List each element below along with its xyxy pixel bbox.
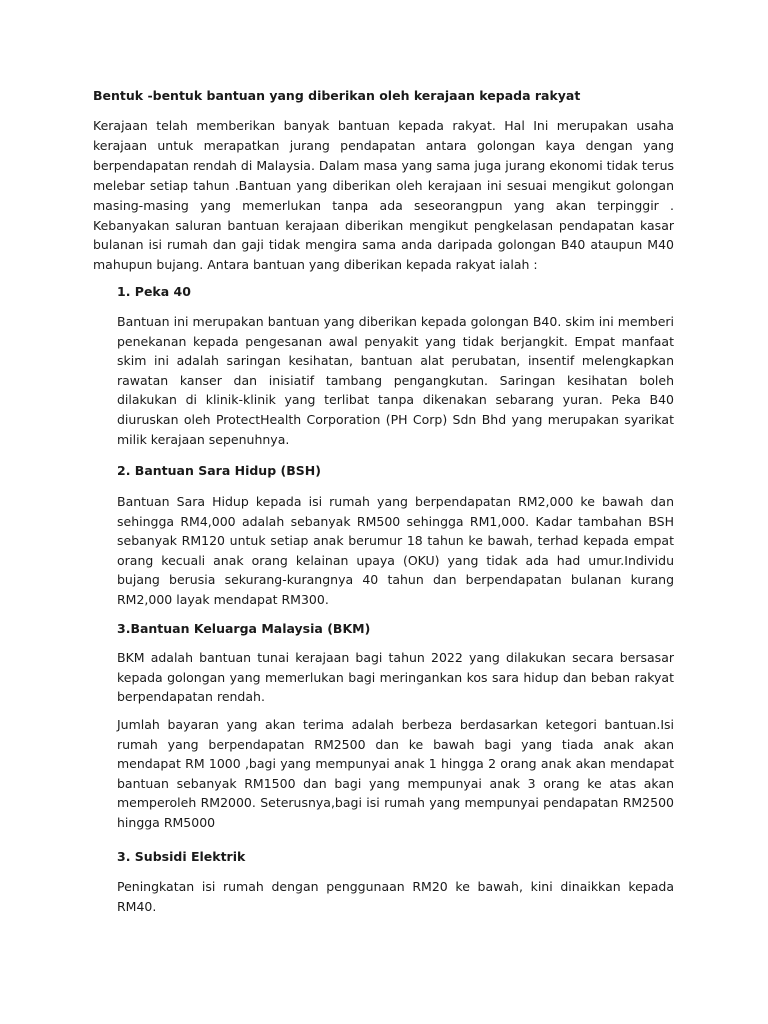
section-heading-bsh: 2. Bantuan Sara Hidup (BSH): [117, 463, 321, 478]
section-paragraph-bkm-2: Jumlah bayaran yang akan terima adalah berbeza berdasarkan ketegori bantuan.Isi rumah yang berpendapatan RM2500 dan ke bawah bagi yang tiada anak akan mendapat RM 1000 ,bagi yang mempunyai anak 1 hingga 2 orang anak akan mendapat bantuan sebanyak RM1500 dan bagi yang mempunyai anak 3 orang ke atas akan memperoleh RM2000. Seterusnya,bagi isi rumah yang mempunyai pendapatan RM2500 hingga RM5000: [117, 717, 674, 830]
section-paragraph-bsh: Bantuan Sara Hidup kepada isi rumah yang berpendapatan RM2,000 ke bawah dan sehingga RM4,000 adalah sebanyak RM500 sehingga RM1,000. Kadar tambahan BSH sebanyak RM120 untuk setiap anak berumur 18 tahun ke bawah, terhad kepada empat orang kecuali anak orang kelainan upaya (OKU) yang tidak ada had umur.Individu bujang berusia sekurang-kurangnya 40 tahun dan berpendapatan bulanan kurang RM2,000 layak mendapat RM300.: [117, 494, 674, 607]
section-heading-bkm: 3.Bantuan Keluarga Malaysia (BKM): [117, 621, 371, 636]
section-paragraph-subsidi-elektrik: Peningkatan isi rumah dengan penggunaan RM20 ke bawah, kini dinaikkan kepada RM40.: [117, 879, 674, 914]
intro-paragraph: Kerajaan telah memberikan banyak bantuan kepada rakyat. Hal Ini merupakan usaha kerajaan untuk merapatkan jurang pendapatan antara golongan kaya dengan yang berpendapatan rendah di Malaysia. Dalam masa yang sama juga jurang ekonomi tidak terus melebar setiap tahun .Bantuan yang diberikan oleh kerajaan ini sesuai mengikut golongan masing-masing yang memerlukan tanpa ada seseorangpun yang akan terpinggir . Kebanyakan saluran bantuan kerajaan diberikan mengikut pengkelasan pendapatan kasar bulanan isi rumah dan gaji tidak mengira sama anda daripada golongan B40 ataupun M40 mahupun bujang. Antara bantuan yang diberikan kepada rakyat ialah :: [93, 118, 674, 273]
section-paragraph-peka-40: Bantuan ini merupakan bantuan yang diberikan kepada golongan B40. skim ini memberi penekanan kepada pengesanan awal penyakit yang tidak berjangkit. Empat manfaat skim ini adalah saringan kesihatan, bantuan alat perubatan, insentif melengkapkan rawatan kanser dan inisiatif tambang pengangkutan. Saringan kesihatan boleh dilakukan di klinik-klinik yang terlibat tanpa dikenakan sebarang yuran. Peka B40 diuruskan oleh ProtectHealth Corporation (PH Corp) Sdn Bhd yang merupakan syarikat milik kerajaan sepenuhnya.: [117, 314, 674, 447]
section-heading-peka-40: 1. Peka 40: [117, 284, 191, 299]
section-heading-subsidi-elektrik: 3. Subsidi Elektrik: [117, 849, 246, 864]
document-title: Bentuk -bentuk bantuan yang diberikan oleh kerajaan kepada rakyat: [93, 88, 581, 103]
section-paragraph-bkm-1: BKM adalah bantuan tunai kerajaan bagi tahun 2022 yang dilakukan secara bersasar kepada golongan yang memerlukan bagi meringankan kos sara hidup dan beban rakyat berpendapatan rendah.: [117, 650, 674, 705]
